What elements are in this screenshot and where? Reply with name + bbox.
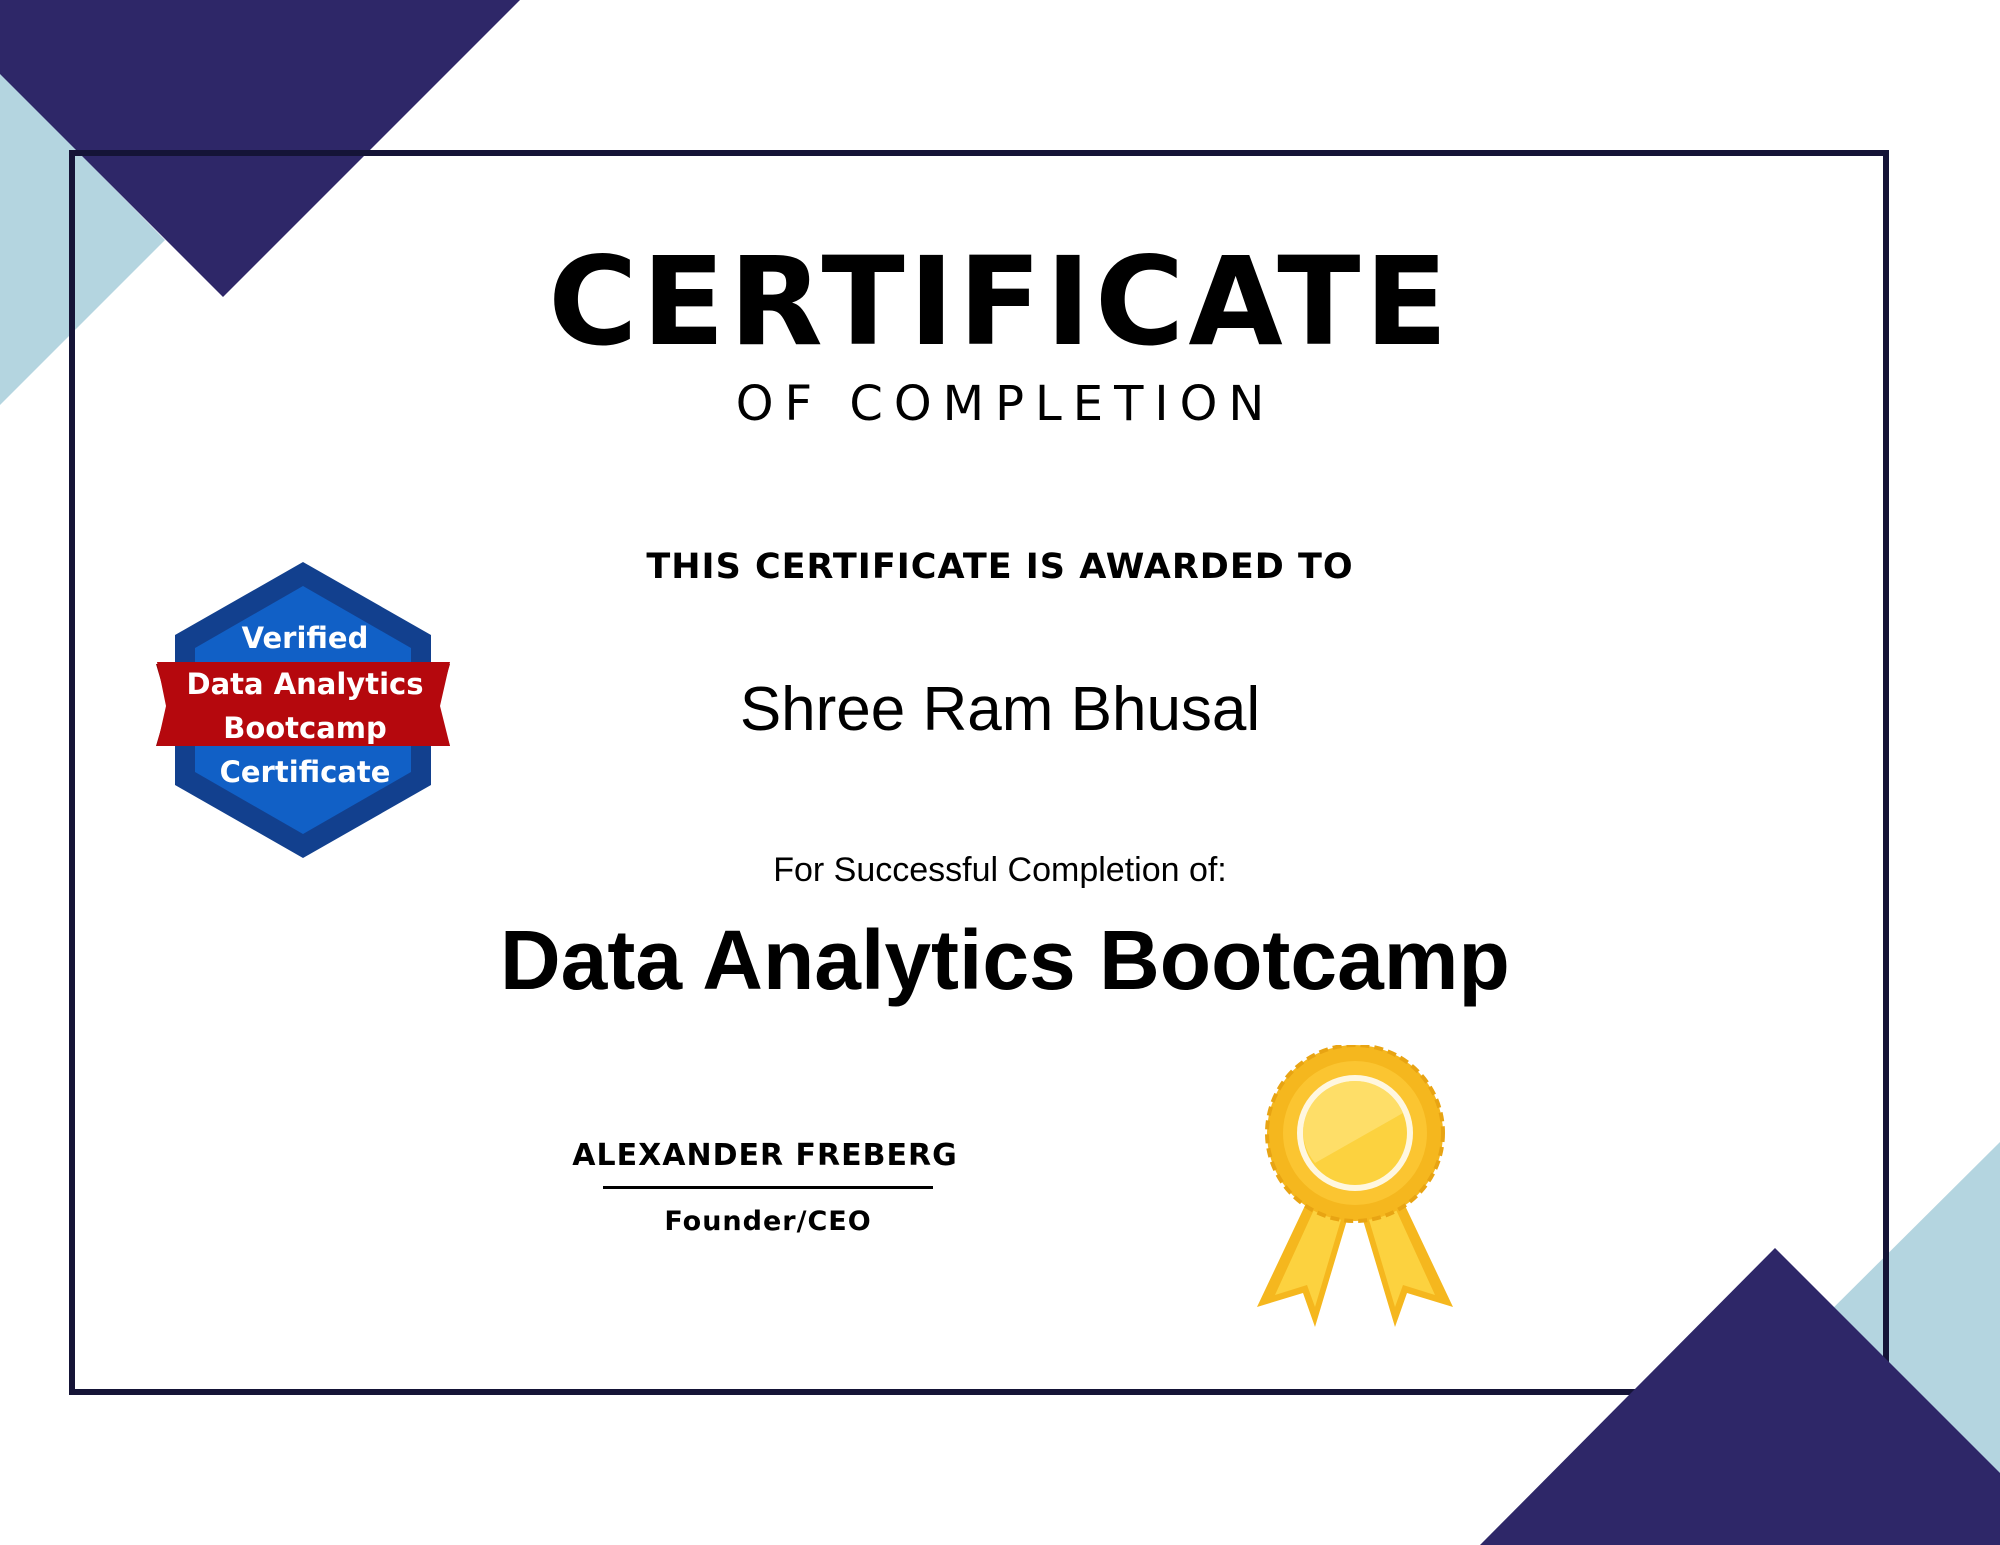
badge-line-2: Data Analytics <box>186 667 424 701</box>
verified-hexagon-badge-icon <box>150 560 460 860</box>
recipient-name: Shree Ram Bhusal <box>739 675 1261 744</box>
course-name: Data Analytics Bootcamp <box>500 913 1510 1007</box>
bottom-right-navy-triangle <box>1480 1248 2000 1545</box>
gold-award-rosette-icon <box>1255 1045 1455 1335</box>
certificate-title: CERTIFICATE <box>548 231 1452 373</box>
certificate-subtitle: OF COMPLETION <box>735 376 1276 432</box>
badge-line-4: Certificate <box>219 755 391 789</box>
awarded-to-text: THIS CERTIFICATE IS AWARDED TO <box>646 547 1354 587</box>
signer-title: Founder/CEO <box>664 1206 872 1237</box>
completion-label: For Successful Completion of: <box>773 851 1227 889</box>
signer-name: ALEXANDER FREBERG <box>572 1138 958 1173</box>
signature-line <box>603 1186 933 1189</box>
badge-line-3: Bootcamp <box>223 711 387 745</box>
badge-line-1: Verified <box>241 621 369 655</box>
